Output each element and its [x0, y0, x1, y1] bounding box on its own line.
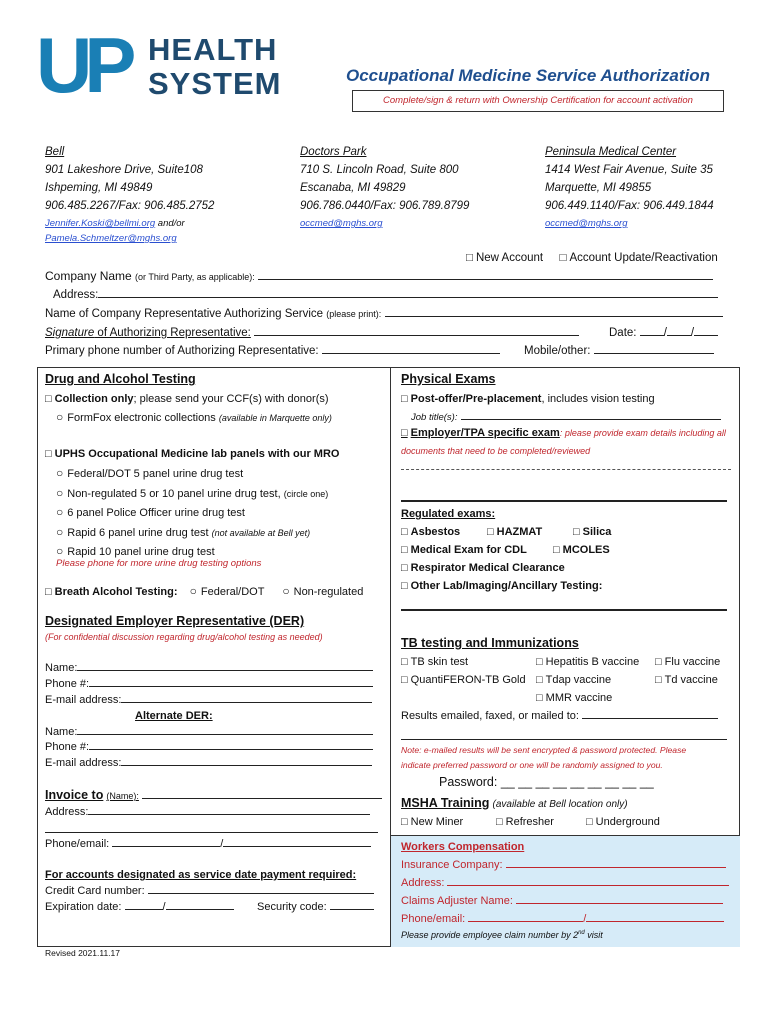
- invoice-phone-label: Phone/email:: [45, 838, 110, 850]
- date-day-field[interactable]: [667, 326, 691, 336]
- security-code-row: [257, 900, 374, 915]
- new-miner-option[interactable]: [401, 815, 463, 830]
- hazmat-option[interactable]: [487, 525, 542, 540]
- flu-option[interactable]: [655, 655, 720, 670]
- cdl-option[interactable]: [401, 543, 527, 558]
- location-name: Bell: [45, 146, 65, 158]
- alt-der-name-field[interactable]: [77, 725, 373, 735]
- job-title-field[interactable]: [461, 410, 721, 420]
- regulated-exams-heading: Regulated exams:: [401, 508, 496, 520]
- other-lab-option[interactable]: [401, 579, 602, 594]
- location-address: 1414 West Fair Avenue, Suite 35: [545, 164, 713, 176]
- wc-phone-label: Phone/email:: [401, 913, 466, 925]
- signature-label-rest: of Authorizing Representative:: [94, 327, 251, 339]
- invoice-email-field[interactable]: [223, 837, 371, 847]
- expiration-row: Expiration date: /: [45, 900, 234, 915]
- employer-tpa-checkbox[interactable]: □ Employer/TPA specific exam: [401, 427, 560, 439]
- location-peninsula: [545, 143, 714, 232]
- claim-number-note-text: Please provide employee claim number by 2nd visit: [401, 930, 603, 940]
- date-month-field[interactable]: [640, 326, 664, 336]
- location-phone: 906.449.1140/Fax: 906.449.1844: [545, 200, 714, 212]
- form-title: Occupational Medicine Service Authorization: [346, 66, 710, 85]
- encryption-note-2: indicate preferred password or one will be randomly assigned to you.: [401, 760, 663, 770]
- tb-skin-checkbox[interactable]: □ TB skin test: [401, 656, 468, 668]
- drug-test-radio[interactable]: ○ Rapid 6 panel urine drug test: [56, 527, 209, 539]
- breath-alcohol-checkbox[interactable]: □ Breath Alcohol Testing:: [45, 586, 178, 598]
- der-name-label: Name:: [45, 662, 78, 674]
- password-field[interactable]: __ __ __ __ __ __ __ __ __: [500, 775, 654, 789]
- collection-only-rest: ; please send your CCF(s) with donor(s): [133, 393, 329, 405]
- drug-test-radio[interactable]: ○ Non-regulated 5 or 10 panel urine drug test,: [56, 488, 281, 500]
- location-city: Marquette, MI 49855: [545, 182, 652, 194]
- drug-test-radio[interactable]: ○ Federal/DOT 5 panel urine drug test: [56, 468, 243, 480]
- invoice-address-field[interactable]: [88, 805, 370, 815]
- invoice-address-row: [45, 805, 370, 820]
- new-account-checkbox[interactable]: □ New Account: [466, 252, 543, 264]
- employer-tpa-note-2: documents that need to be completed/reviewed: [401, 446, 591, 456]
- alternate-der-heading: Alternate DER:: [135, 710, 213, 722]
- results-field[interactable]: [582, 709, 718, 719]
- drug-test-radio[interactable]: ○ 6 panel Police Officer urine drug test: [56, 507, 245, 519]
- rep-name-note: (please print):: [326, 309, 382, 319]
- drug-test-option[interactable]: [56, 484, 328, 504]
- alt-der-name-row: [45, 725, 373, 740]
- location-doctors-park: [300, 143, 469, 232]
- bell-email-link-2[interactable]: Pamela.Schmeltzer@mghs.org: [45, 233, 177, 244]
- invoice-phone-row: Phone/email: /: [45, 837, 371, 852]
- der-name-field[interactable]: [77, 661, 373, 671]
- company-name-row: [45, 268, 713, 285]
- refresher-checkbox[interactable]: □ Refresher: [496, 816, 554, 828]
- der-email-field[interactable]: [121, 693, 372, 703]
- signature-label: Signature: [45, 327, 95, 339]
- alt-der-email-label: E-mail address:: [45, 757, 122, 769]
- uphs-panels-checkbox[interactable]: □ UPHS Occupational Medicine lab panels with our MRO: [45, 448, 339, 460]
- location-bell: [45, 143, 214, 245]
- respirator-checkbox[interactable]: □ Respirator Medical Clearance: [401, 562, 565, 574]
- hazmat-checkbox[interactable]: □ HAZMAT: [487, 526, 542, 538]
- msha-heading-row: [401, 796, 628, 810]
- invoice-name-field[interactable]: [142, 789, 382, 799]
- quantiferon-option[interactable]: [401, 673, 526, 688]
- location-address: 901 Lakeshore Drive, Suite108: [45, 164, 203, 176]
- rep-name-label: Name of Company Representative Authorizing Service: [45, 308, 324, 320]
- hep-b-checkbox[interactable]: □ Hepatitis B vaccine: [536, 656, 639, 668]
- date-row: Date: / /: [609, 325, 718, 341]
- section-rule: [401, 500, 727, 502]
- invoice-address-label: Address:: [45, 806, 89, 818]
- quantiferon-checkbox[interactable]: □ QuantiFERON-TB Gold: [401, 674, 526, 686]
- wc-address-row: [401, 876, 729, 891]
- msha-note: (available at Bell location only): [492, 799, 628, 810]
- respirator-option[interactable]: [401, 561, 565, 576]
- mmr-checkbox[interactable]: □ MMR vaccine: [536, 692, 612, 704]
- mobile-row: [524, 343, 714, 359]
- invoice-name-note: (Name):: [106, 791, 139, 801]
- physical-exams-heading: Physical Exams: [401, 372, 496, 386]
- job-title-label: Job title(s):: [411, 412, 458, 423]
- invoice-heading-row: [45, 788, 382, 802]
- expiration-year-field[interactable]: [166, 900, 234, 910]
- location-name: Peninsula Medical Center: [545, 146, 677, 158]
- bell-email-link-1[interactable]: Jennifer.Koski@bellmi.org: [45, 218, 156, 229]
- hep-b-option[interactable]: [536, 655, 639, 670]
- formfox-radio[interactable]: ○ FormFox electronic collections: [56, 412, 216, 424]
- credit-card-row: [45, 884, 374, 899]
- post-offer-checkbox[interactable]: □ Post-offer/Pre-placement: [401, 393, 541, 405]
- password-label: Password:: [439, 775, 498, 789]
- employer-tpa-note: : please provide exam details including all: [559, 428, 726, 438]
- td-checkbox[interactable]: □ Td vaccine: [655, 674, 718, 686]
- address-field[interactable]: [98, 288, 718, 298]
- location-address: 710 S. Lincoln Road, Suite 800: [300, 164, 459, 176]
- mcoles-checkbox[interactable]: □ MCOLES: [553, 544, 610, 556]
- breath-alcohol-row: [45, 584, 363, 600]
- tdap-checkbox[interactable]: □ Tdap vaccine: [536, 674, 611, 686]
- cdl-checkbox[interactable]: □ Medical Exam for CDL: [401, 544, 527, 556]
- collection-only-option[interactable]: [45, 392, 329, 407]
- alt-der-phone-label: Phone #:: [45, 741, 90, 753]
- email-join-text: and/or: [155, 218, 185, 229]
- mmr-option[interactable]: [536, 691, 612, 706]
- encryption-note-1: Note: e-mailed results will be sent encrypted & password protected. Please: [401, 745, 687, 755]
- collection-only-checkbox[interactable]: □ Collection only: [45, 393, 134, 405]
- drug-test-option[interactable]: [56, 503, 328, 523]
- wc-phone-row: Phone/email: /: [401, 912, 724, 927]
- phone-row: [45, 343, 500, 359]
- employer-tpa-details-line[interactable]: [401, 469, 731, 470]
- location-city: Escanaba, MI 49829: [300, 182, 406, 194]
- other-lab-checkbox[interactable]: □ Other Lab/Imaging/Ancillary Testing:: [401, 580, 602, 592]
- company-name-label: Company Name: [45, 269, 132, 283]
- drug-test-note: (not available at Bell yet): [211, 527, 311, 538]
- results-row: [401, 709, 718, 724]
- invoice-extra-line[interactable]: [45, 832, 378, 833]
- service-date-heading: For accounts designated as service date payment required:: [45, 869, 357, 881]
- logo-health-text: HEALTH: [148, 32, 278, 67]
- drug-alcohol-heading-text: Drug and Alcohol Testing: [45, 372, 196, 386]
- password-row: [439, 775, 654, 789]
- primary-phone-label: Primary phone number of Authorizing Representative:: [45, 345, 319, 357]
- company-name-field[interactable]: [258, 270, 713, 280]
- wc-email-field[interactable]: [586, 912, 724, 922]
- tb-heading: TB testing and Immunizations: [401, 636, 579, 650]
- location-phone: 906.786.0440/Fax: 906.789.8799: [300, 200, 470, 212]
- asbestos-checkbox[interactable]: □ Asbestos: [401, 526, 460, 538]
- workers-comp-heading: Workers Compensation: [401, 841, 525, 853]
- silica-checkbox[interactable]: □ Silica: [573, 526, 611, 538]
- post-offer-rest: , includes vision testing: [541, 393, 655, 405]
- phone-more-options-note: Please phone for more urine drug testing options: [56, 558, 262, 569]
- doctors-park-email-link[interactable]: occmed@mghs.org: [300, 218, 383, 229]
- instruction-banner: Complete/sign & return with Ownership Certification for account activation: [352, 90, 724, 112]
- account-type-options: [466, 250, 718, 266]
- peninsula-email-link[interactable]: occmed@mghs.org: [545, 218, 628, 229]
- invoice-phone-field[interactable]: [112, 837, 220, 847]
- date-label: Date:: [609, 327, 637, 339]
- invoice-heading: Invoice to: [45, 788, 104, 802]
- flu-checkbox[interactable]: □ Flu vaccine: [655, 656, 720, 668]
- underground-checkbox[interactable]: □ Underground: [586, 816, 660, 828]
- tdap-option[interactable]: [536, 673, 611, 688]
- expiration-label: Expiration date:: [45, 901, 122, 913]
- alt-der-email-field[interactable]: [121, 756, 372, 766]
- signature-row: [45, 325, 579, 341]
- der-phone-row: [45, 677, 373, 692]
- adjuster-label: Claims Adjuster Name:: [401, 895, 513, 907]
- mobile-field[interactable]: [594, 344, 714, 354]
- der-email-row: [45, 693, 372, 708]
- logo-up-mark: UP: [36, 21, 129, 109]
- drug-test-option[interactable]: [56, 523, 328, 543]
- alt-der-phone-field[interactable]: [89, 740, 373, 750]
- alt-der-email-row: [45, 756, 372, 771]
- wc-address-label: Address:: [401, 877, 445, 889]
- up-health-system-logo: [36, 21, 286, 109]
- logo-system-text: SYSTEM: [148, 66, 282, 101]
- formfox-note: (available in Marquette only): [218, 413, 332, 423]
- security-code-label: Security code:: [257, 901, 327, 913]
- credit-card-field[interactable]: [148, 884, 374, 894]
- post-offer-option[interactable]: [401, 392, 655, 407]
- employer-tpa-option[interactable]: [401, 426, 726, 441]
- insurance-row: [401, 858, 726, 873]
- der-phone-label: Phone #:: [45, 678, 90, 690]
- der-phone-field[interactable]: [89, 677, 373, 687]
- msha-heading: MSHA Training: [401, 796, 490, 810]
- silica-option[interactable]: [573, 525, 611, 540]
- alt-der-name-label: Name:: [45, 726, 78, 738]
- td-option[interactable]: [655, 673, 718, 688]
- location-city: Ishpeming, MI 49849: [45, 182, 153, 194]
- location-name: Doctors Park: [300, 146, 367, 158]
- rep-name-field[interactable]: [385, 307, 723, 317]
- other-lab-field[interactable]: [401, 609, 727, 611]
- expiration-month-field[interactable]: [125, 900, 163, 910]
- der-note: (For confidential discussion regarding drug/alcohol testing as needed): [45, 632, 323, 642]
- results-label: Results emailed, faxed, or mailed to:: [401, 710, 579, 722]
- adjuster-row: [401, 894, 723, 909]
- wc-address-field[interactable]: [447, 876, 729, 886]
- adjuster-field[interactable]: [516, 894, 723, 904]
- rep-name-row: [45, 306, 723, 322]
- signature-field[interactable]: [254, 326, 579, 336]
- column-divider: [390, 367, 391, 947]
- tb-skin-option[interactable]: [401, 655, 468, 670]
- drug-test-note: (circle one): [283, 488, 329, 499]
- breath-federal-radio[interactable]: ○ Federal/DOT: [190, 586, 265, 598]
- date-year-field[interactable]: [694, 326, 718, 336]
- results-field-line-2[interactable]: [401, 739, 727, 740]
- alt-der-phone-row: [45, 740, 373, 755]
- drug-test-radio[interactable]: ○ Rapid 10 panel urine drug test: [56, 546, 215, 558]
- refresher-option[interactable]: [496, 815, 554, 830]
- der-heading: Designated Employer Representative (DER): [45, 614, 305, 628]
- company-name-note: (or Third Party, as applicable):: [135, 272, 255, 282]
- drug-test-options: [56, 464, 328, 562]
- underground-option[interactable]: [586, 815, 660, 830]
- insurance-field[interactable]: [506, 858, 726, 868]
- mobile-label: Mobile/other:: [524, 345, 591, 357]
- security-code-field[interactable]: [330, 900, 374, 910]
- breath-nonregulated-radio[interactable]: ○ Non-regulated: [282, 586, 363, 598]
- job-title-row: [411, 410, 721, 423]
- formfox-option[interactable]: [56, 410, 332, 426]
- account-update-checkbox[interactable]: □ Account Update/Reactivation: [559, 252, 717, 264]
- drug-alcohol-heading: [45, 372, 196, 386]
- wc-phone-field[interactable]: [468, 912, 583, 922]
- claim-number-note: [401, 930, 603, 940]
- drug-test-option[interactable]: [56, 464, 328, 484]
- location-phone: 906.485.2267/Fax: 906.485.2752: [45, 200, 215, 212]
- der-email-label: E-mail address:: [45, 694, 122, 706]
- revision-date: Revised 2021.11.17: [45, 948, 120, 958]
- insurance-label: Insurance Company:: [401, 859, 503, 871]
- primary-phone-field[interactable]: [322, 344, 500, 354]
- new-miner-checkbox[interactable]: □ New Miner: [401, 816, 463, 828]
- address-row: [53, 287, 718, 303]
- credit-card-label: Credit Card number:: [45, 885, 145, 897]
- uphs-panels-option[interactable]: [45, 447, 339, 462]
- asbestos-option[interactable]: [401, 525, 460, 540]
- mcoles-option[interactable]: [553, 543, 610, 558]
- address-label: Address:: [53, 289, 99, 301]
- der-name-row: [45, 661, 373, 676]
